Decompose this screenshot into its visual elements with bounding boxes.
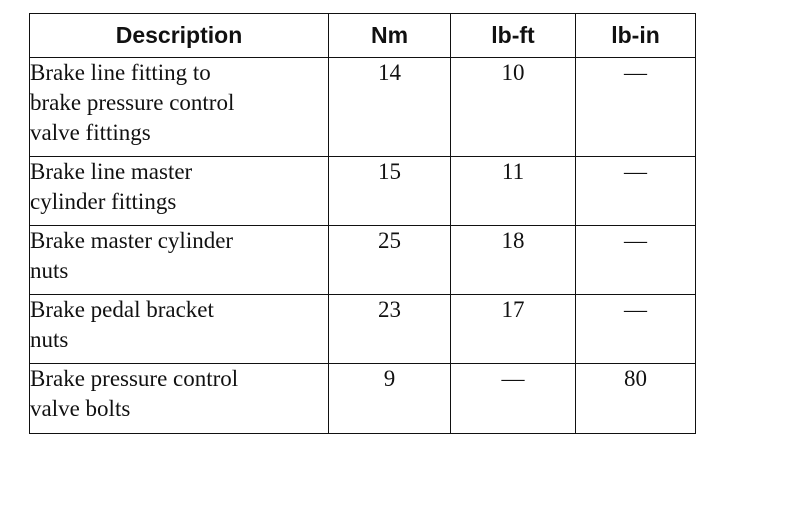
lb-ft-cell: — <box>451 364 576 434</box>
nm-cell: 15 <box>329 157 451 226</box>
nm-cell: 9 <box>329 364 451 434</box>
description-line: Brake pedal bracket <box>30 297 214 322</box>
table-row <box>30 295 696 364</box>
header-row <box>30 14 696 58</box>
lb-in-cell: — <box>576 58 696 157</box>
description-cell <box>30 295 329 364</box>
description-line: valve fittings <box>30 120 151 145</box>
lb-ft-cell: 17 <box>451 295 576 364</box>
nm-cell: 25 <box>329 226 451 295</box>
description-line: Brake pressure control <box>30 366 239 391</box>
lb-ft-cell: 11 <box>451 157 576 226</box>
description-cell <box>30 364 329 434</box>
lb-ft-cell: 10 <box>451 58 576 157</box>
description-line: valve bolts <box>30 396 131 421</box>
lb-ft-cell: 18 <box>451 226 576 295</box>
nm-cell: 14 <box>329 58 451 157</box>
table-row <box>30 364 696 434</box>
header-lb-ft: lb-ft <box>451 14 576 58</box>
header-lb-in: lb-in <box>576 14 696 58</box>
description-line: Brake line master <box>30 159 193 184</box>
lb-in-cell: 80 <box>576 364 696 434</box>
lb-in-cell: — <box>576 157 696 226</box>
header-description: Description <box>30 14 329 58</box>
description-cell <box>30 226 329 295</box>
description-line: nuts <box>30 327 69 352</box>
table-row <box>30 58 696 157</box>
description-line: cylinder fittings <box>30 189 177 214</box>
table-row <box>30 226 696 295</box>
description-cell <box>30 157 329 226</box>
description-line: Brake master cylinder <box>30 228 234 253</box>
header-nm: Nm <box>329 14 451 58</box>
lb-in-cell: — <box>576 295 696 364</box>
torque-spec-table <box>29 13 696 434</box>
description-line: Brake line fitting to <box>30 60 211 85</box>
table-row <box>30 157 696 226</box>
lb-in-cell: — <box>576 226 696 295</box>
description-line: brake pressure control <box>30 90 235 115</box>
description-line: nuts <box>30 258 69 283</box>
description-cell <box>30 58 329 157</box>
nm-cell: 23 <box>329 295 451 364</box>
